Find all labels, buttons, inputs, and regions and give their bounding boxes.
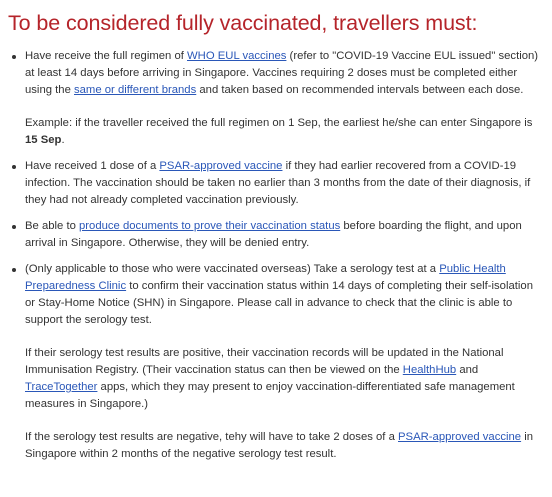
tracetogether-link[interactable]: TraceTogether <box>25 381 98 393</box>
paragraph-text: and <box>456 364 479 376</box>
positive-result-paragraph <box>25 345 544 413</box>
psar-approved-vaccine-link[interactable]: PSAR-approved vaccine <box>398 431 522 443</box>
item-text: and taken based on recommended intervals between each dose. <box>196 84 524 96</box>
list-item-documents <box>8 218 544 252</box>
item-text: before boarding the flight, and upon arrival in Singapore. Otherwise, they will be denied entry. <box>25 220 522 249</box>
public-health-preparedness-clinic-link[interactable]: Public Health Preparedness Clinic <box>25 263 506 292</box>
item-text: to confirm their vaccination status within 14 days of completing their self-isolation or Stay-Home Notice (SHN) in Singapore. Please call in advance to check that the clinic is able to support the serology test. <box>25 280 533 326</box>
list-item-full-regimen <box>8 48 544 99</box>
example-paragraph <box>25 115 544 149</box>
item-text: if they had earlier recovered from a COVID-19 infection. The vaccination should be taken no earlier than 3 months from the date of their diagnosis, if they had not already completed vaccination previously. <box>25 160 531 206</box>
psar-approved-vaccine-link[interactable]: PSAR-approved vaccine <box>159 160 283 172</box>
example-date: 15 Sep <box>25 134 62 146</box>
item-text: Be able to <box>25 220 80 232</box>
paragraph-text: in Singapore within 2 months of the negative serology test result. <box>25 431 534 460</box>
negative-result-paragraph <box>25 429 544 463</box>
paragraph-text: If their serology test results are positive, their vaccination records will be updated in the National Immunisation Registry. (Their vaccination status can then be viewed on the <box>25 347 504 376</box>
item-text: Have received 1 dose of a <box>25 160 160 172</box>
list-item-recovered <box>8 158 544 209</box>
item-text: Have receive the full regimen of <box>25 50 188 62</box>
paragraph-text: apps, which they may present to enjoy vaccination-differentiated safe management measures in Singapore.) <box>25 381 515 410</box>
page-heading: To be considered fully vaccinated, travellers must: <box>8 11 478 35</box>
requirements-list <box>8 48 544 99</box>
same-or-different-brands-link[interactable]: same or different brands <box>74 84 197 96</box>
paragraph-text: If the serology test results are negative, tehy will have to take 2 doses of a <box>25 431 399 443</box>
who-eul-vaccines-link[interactable]: WHO EUL vaccines <box>187 50 287 62</box>
healthhub-link[interactable]: HealthHub <box>402 364 457 376</box>
item-text: (refer to "COVID-19 Vaccine EUL issued" section) at least 14 days before arriving in Singapore. Vaccines requiring 2 doses must be completed either using the <box>25 50 539 96</box>
list-item-serology <box>8 261 544 329</box>
example-text: . <box>61 134 65 146</box>
example-text: Example: if the traveller received the full regimen on 1 Sep, the earliest he/she can enter Singapore is <box>25 117 533 129</box>
requirements-list-continued <box>8 158 544 329</box>
item-text: (Only applicable to those who were vaccinated overseas) Take a serology test at a <box>25 263 440 275</box>
produce-documents-link[interactable]: produce documents to prove their vaccination status <box>79 220 341 232</box>
